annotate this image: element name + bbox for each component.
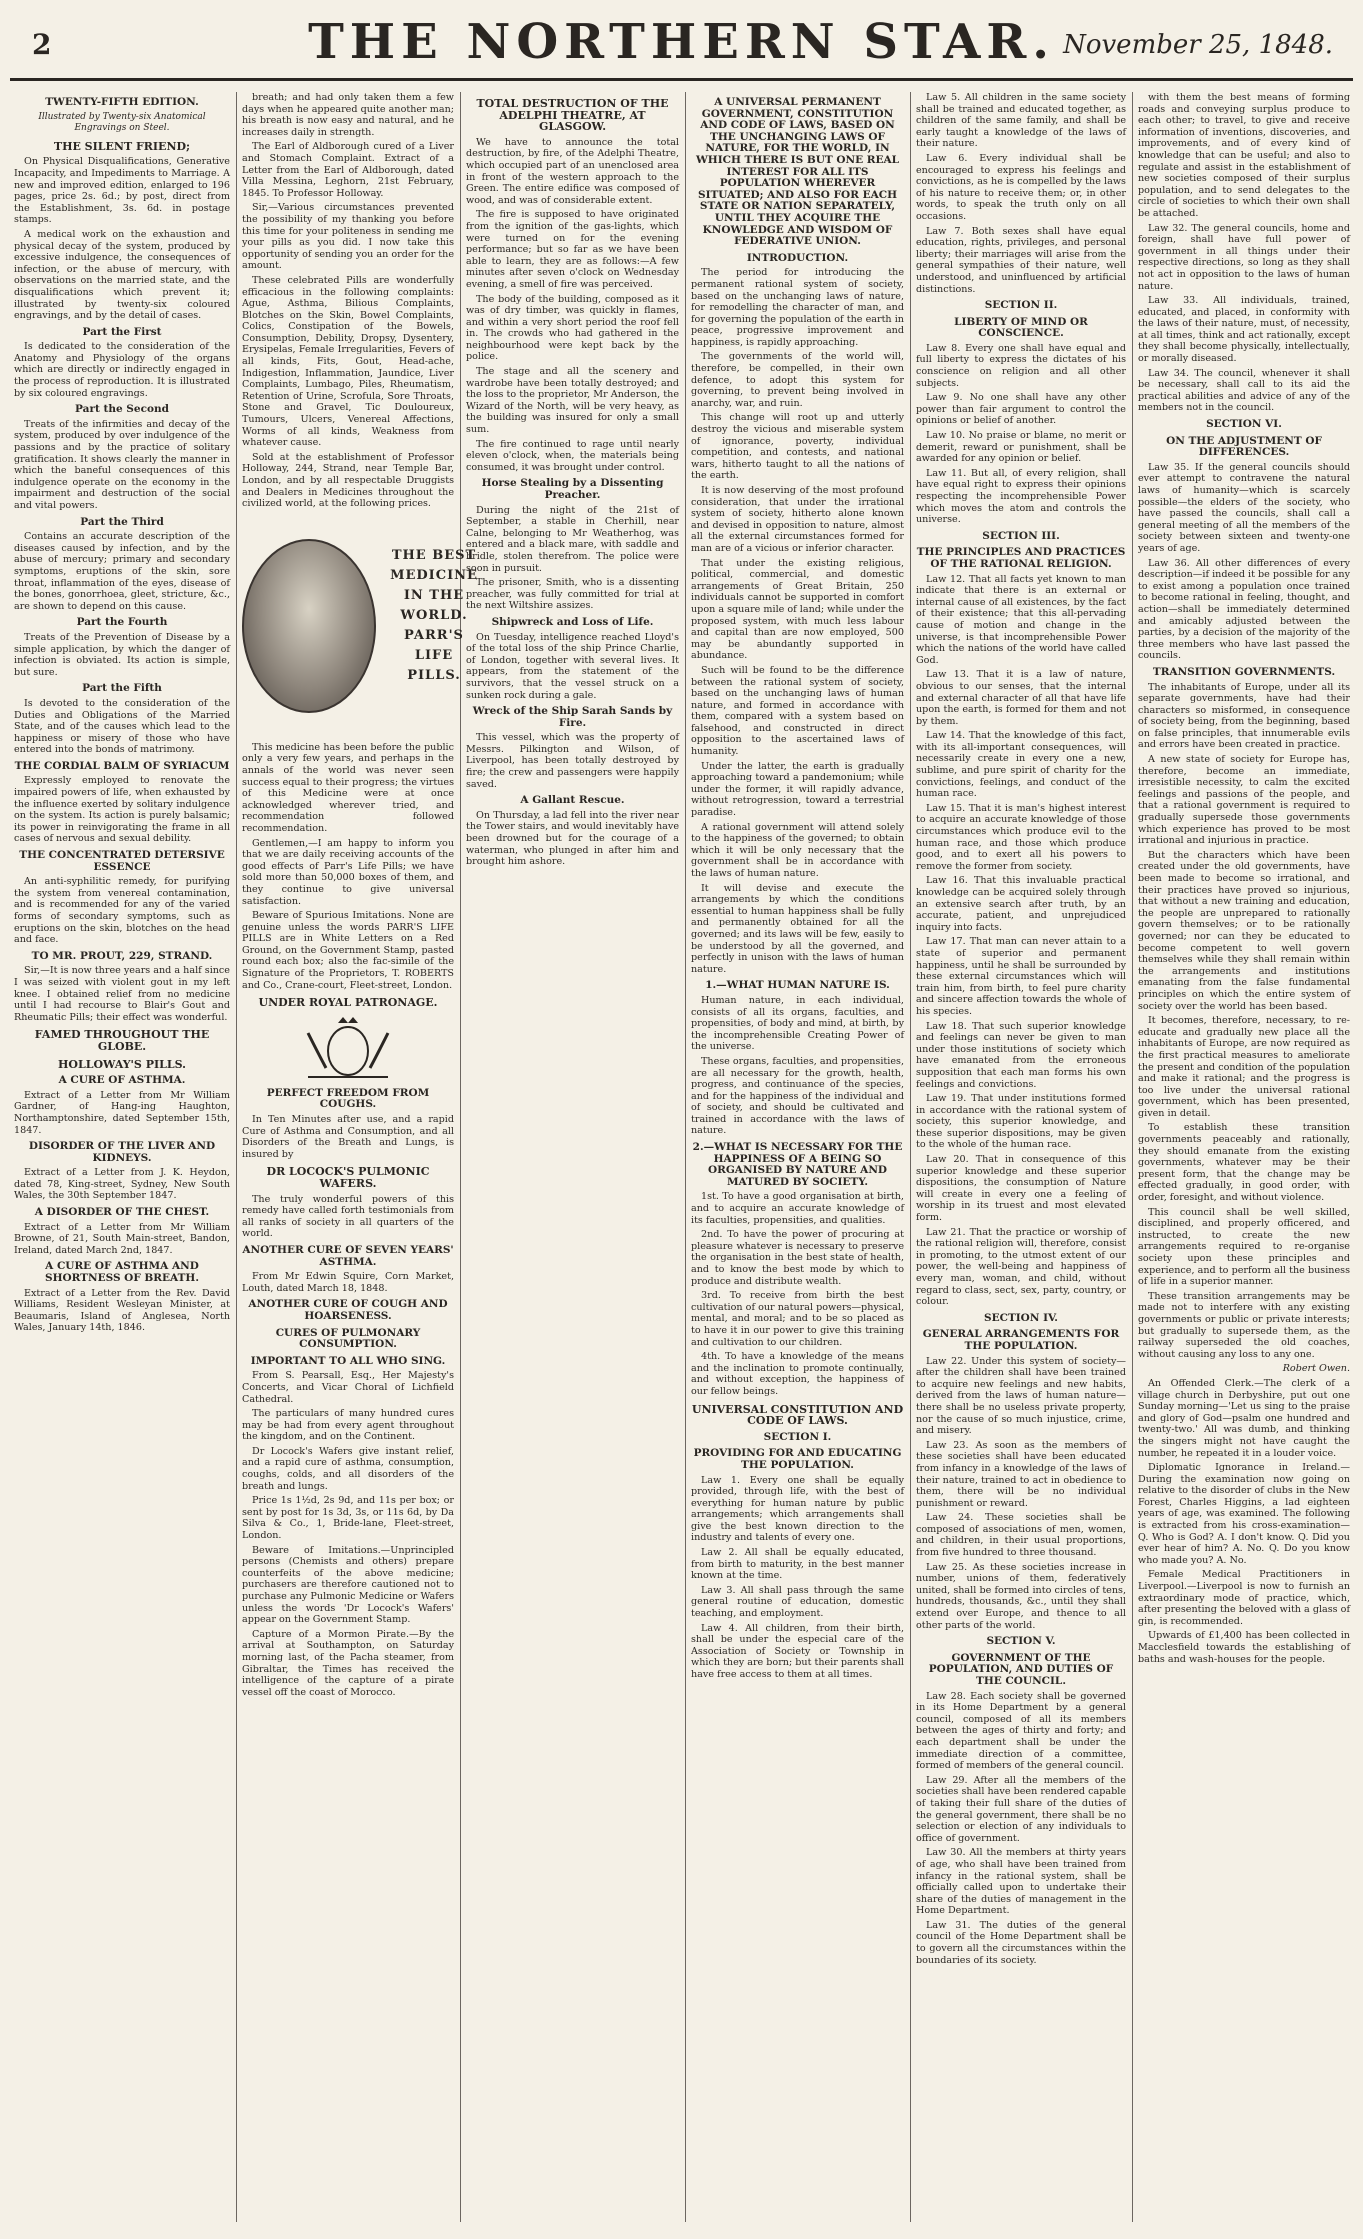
paragraph: with them the best means of forming roads and conveying surplus produce to each other; to travel, to give and receive information of inventions, discoveries, and improvements, and of every kind of knowledge that can be useful; and also to regulate and assist in the establishment of new societies composed of their surplus population, and to send delegates to the circle of societies to which their own shall be attached. — [1138, 92, 1350, 219]
paragraph: Such will be found to be the difference between the rational system of society, based on the unchanging laws of human nature, and formed in accordance with them, compared with a system based on falsehood, and constructed in direct opposition to the ascertained laws of humanity. — [691, 664, 904, 758]
paragraph: Sir,—It is now three years and a half since I was seized with violent gout in my left knee. I obtained relief from no medicine until I had recourse to Blair's Gout and Rheumatic Pills; their effect was wonderful. — [14, 965, 230, 1023]
paragraph: Law 5. All children in the same society shall be trained and educated together, as children of the same family, and shall be early taught a knowledge of the laws of their nature. — [916, 92, 1126, 150]
paragraph: Law 29. After all the members of the societies shall have been rendered capable of taking their full share of the duties of the general government, there shall be no selection or election of any individuals to office of government. — [916, 1774, 1126, 1844]
heading: FAMED THROUGHOUT THE GLOBE. — [34, 1028, 210, 1053]
heading: A CURE OF ASTHMA AND SHORTNESS OF BREATH. — [44, 1260, 200, 1285]
paragraph: Law 3. All shall pass through the same general routine of education, domestic teaching, and employment. — [691, 1584, 904, 1620]
heading: IMPORTANT TO ALL WHO SING. — [250, 1354, 446, 1367]
paragraph: In Ten Minutes after use, and a rapid Cure of Asthma and Consumption, and all Disorders of the Breath and Lungs, is insured by — [242, 1114, 454, 1160]
paragraph: This change will root up and utterly destroy the vicious and miserable system of ignorance, poverty, individual competition, and contests, and national wars, hitherto taught to all the nations of the earth. — [691, 412, 904, 482]
heading: DISORDER OF THE LIVER AND KIDNEYS. — [28, 1140, 216, 1164]
paragraph: The stage and all the scenery and wardrobe have been totally destroyed; and the loss to the proprietor, Mr Anderson, the Wizard of the North, will be very heavy, as the building was insured for only a small sum. — [466, 366, 679, 436]
paragraph: Law 22. Under this system of society—after the children shall have been trained to acquire new feelings and new habits, derived from the laws of human nature—there shall be no useless private property, nor the cause of so much injustice, crime, and misery. — [916, 1355, 1126, 1437]
paragraph: Treats of the Prevention of Disease by a simple application, by which the danger of infection is obviated. Its action is simple, but sure. — [14, 631, 230, 678]
paragraph: Law 36. All other differences of every description—if indeed it be possible for any to exist among a population once trained to become rational in feeling, thought, and action—shall be immediately determined and amicably adjusted between the parties, by a decision of the majority of the three members who have last passed the councils. — [1138, 557, 1350, 662]
parrs-portrait-illustration — [242, 516, 482, 736]
paragraph: 3rd. To receive from birth the best cultivation of our natural powers—physical, mental, and moral; and to be so placed as to have it in our power to give this training and cultivation to our children. — [691, 1290, 904, 1348]
paragraph: Law 30. All the members at thirty years of age, who shall have been trained from infancy in the rational system, shall be officially called upon to undertake their share of the duties of management in the Home Department. — [916, 1847, 1126, 1917]
royal-crest-icon — [288, 1013, 408, 1083]
paragraph: An anti-syphilitic remedy, for purifying the system from venereal contamination, and is recommended for any of the varied forms of secondary symptoms, such as eruptions on the skin, blotches on the head and face. — [14, 876, 230, 946]
paragraph: During the night of the 21st of September, a stable in Cherhill, near Calne, belonging to Mr Weatherhog, was entered and a black mare, with saddle and bridle, stolen therefrom. The police were soon in pursuit. — [466, 504, 679, 574]
heading: LIBERTY OF MIND OR CONSCIENCE. — [954, 315, 1088, 340]
paragraph: It becomes, therefore, necessary, to re-educate and gradually new place all the inhabitants of Europe, are now required as the first practical measures to ameliorate the present and condition of the population and make it rational; and the progress is too live under the universal rational government, which has been presented, given in detail. — [1138, 1015, 1350, 1119]
paragraph: From S. Pearsall, Esq., Her Majesty's Concerts, and Vicar Choral of Lichfield Cathedral. — [242, 1370, 454, 1405]
paragraph: From Mr Edwin Squire, Corn Market, Louth, dated March 18, 1848. — [242, 1271, 454, 1294]
paragraph: Is dedicated to the consideration of the Anatomy and Physiology of the organs which are directly or indirectly engaged in the process of reproduction. It is illustrated by six coloured engravings. — [14, 341, 230, 399]
column-rule — [685, 92, 686, 2222]
paragraph: Treats of the infirmities and decay of the system, produced by over indulgence of the passions and by the practice of solitary gratification. It shows clearly the manner in which the baneful consequences of this indulgence operate on the economy in the impairment and destruction of the social and vital powers. — [14, 418, 230, 511]
paragraph: An Offended Clerk.—The clerk of a village church in Derbyshire, put out one Sunday morning—'Let us sing to the praise and glory of God—psalm one hundred and twenty-two.' All was dumb, and thinking the singers might not have caught the number, he repeated it in a louder voice. — [1138, 1377, 1350, 1459]
heading: SECTION IV. — [984, 1311, 1058, 1324]
paragraph: Sir,—Various circumstances prevented the possibility of my thanking you before this time for your politeness in sending me your pills as you did. I now take this opportunity of sending you an order for the amount. — [242, 202, 454, 272]
paragraph: Law 7. Both sexes shall have equal education, rights, privileges, and personal liberty; their marriages will arise from the general sympathies of their nature, well understood, and uninfluenced by artificial distinctions. — [916, 225, 1126, 295]
heading: Wreck of the Ship Sarah Sands by Fire. — [472, 705, 673, 729]
heading: TWENTY-FIFTH EDITION. — [45, 96, 199, 108]
paragraph: Extract of a Letter from Mr William Browne, of 21, South Main-street, Bandon, Ireland, dated March 2nd, 1847. — [14, 1221, 230, 1256]
paragraph: Contains an accurate description of the diseases caused by infection, and by the abuse of mercury; primary and secondary symptoms, eruptions of the skin, sore throat, inflammation of the eyes, disease of the bones, gonorrhoea, gleet, stricture, &c., are shown to depend on this cause. — [14, 531, 230, 612]
heading: 2.—WHAT IS NECESSARY FOR THE HAPPINESS OF A BEING SO ORGANISED BY NATURE AND MATURED BY SOCIETY. — [692, 1141, 903, 1188]
portrait-oval — [242, 539, 376, 713]
paragraph: This vessel, which was the property of Messrs. Pilkington and Wilson, of Liverpool, has been totally destroyed by fire; the crew and passengers were happily saved. — [466, 732, 679, 790]
heading: A UNIVERSAL PERMANENT GOVERNMENT, CONSTITUTION AND CODE OF LAWS, BASED ON THE UNCHANGING LAWS OF NATURE, FOR THE WORLD, IN WHICH THERE IS BUT ONE REAL INTEREST FOR ALL ITS POPULATION WHEREVER SITUATED; AND ALSO FOR EACH STATE OR NATION SEPARATELY, UNTIL THEY ACQUIRE THE KNOWLEDGE AND WISDOM OF FEDERATIVE UNION. — [696, 96, 899, 248]
author-signature: Robert Owen. — [1282, 1363, 1350, 1375]
paragraph: These celebrated Pills are wonderfully efficacious in the following complaints: Ague, Asthma, Bilious Complaints, Blotches on the Skin, Bowel Complaints, Colics, Constipation of the Bowels, Consumption, Debility, Dropsy, Dysentery, Erysipelas, Female Irregularities, Fevers of all kinds, Fits, Gout, Head-ache, Indigestion, Inflammation, Jaundice, Liver Complaints, Lumbago, Piles, Rheumatism, Retention of Urine, Scrofula, Sore Throats, Stone and Gravel, Tic Douloureux, Tumours, Ulcers, Venereal Affections, Worms of all kinds, Weakness from whatever cause. — [242, 274, 454, 449]
paragraph: Extract of a Letter from J. K. Heydon, dated 78, King-street, Sydney, New South Wales, the 30th September 1847. — [14, 1167, 230, 1202]
paragraph: Law 2. All shall be equally educated, from birth to maturity, in the best manner known at the time. — [691, 1547, 904, 1582]
paragraph: These organs, faculties, and propensities, are all necessary for the growth, health, progress, and continuance of the species, and for the happiness of the individual and of society, and should be cultivated and trained in accordance with the laws of nature. — [691, 1055, 905, 1137]
column-rule — [236, 92, 237, 2222]
paragraph: Law 17. That man can never attain to a state of superior and permanent happiness, until he shall be surrounded by these external circumstances which will train him, from birth, to feel pure charity and sincere affection towards the whole of his species. — [916, 936, 1126, 1017]
paragraph: Under the latter, the earth is gradually approaching toward a pandemonium; while under the former, it will rapidly advance, without retrogression, toward a terrestrial paradise. — [691, 760, 904, 819]
paragraph: The truly wonderful powers of this remedy have called forth testimonials from all ranks of society in all quarters of the world. — [242, 1193, 454, 1240]
paragraph: Law 34. The council, whenever it shall be necessary, shall call to its aid the practical abilities and advice of any of the members not in the council. — [1138, 367, 1350, 414]
paragraph: A medical work on the exhaustion and physical decay of the system, produced by excessive indulgence, the consequences of infection, or the abuse of mercury, with observations on the married state, and the disqualifications which prevent it; illustrated by twenty-six coloured engravings, and by the detail of cases. — [14, 228, 230, 322]
paragraph: Dr Locock's Wafers give instant relief, and a rapid cure of asthma, consumption, coughs, colds, and all disorders of the breath and lungs. — [242, 1445, 454, 1492]
paragraph: Law 18. That such superior knowledge and feelings can never be given to man under those institutions of society which have emanated from the erroneous supposition that each man forms his own feelings and convictions. — [916, 1020, 1126, 1090]
paragraph: Is devoted to the consideration of the Duties and Obligations of the Married State, and of the causes which lead to the happiness or misery of those who have entered into the bonds of matrimony. — [14, 697, 230, 756]
paragraph: A rational government will attend solely to the happiness of the governed; to obtain which it will be only necessary that the government shall be in accordance with the laws of human nature. — [691, 821, 904, 879]
paragraph: Law 4. All children, from their birth, shall be under the especial care of the Association of Society or Township in which they are born; but their parents shall have free access to them at all times. — [691, 1622, 904, 1680]
column-3 — [466, 92, 679, 2222]
heading: Part the Second — [75, 403, 169, 416]
heading: UNIVERSAL CONSTITUTION AND CODE OF LAWS. — [691, 1402, 904, 1428]
column-1 — [14, 92, 230, 2222]
paragraph: On Thursday, a lad fell into the river near the Tower stairs, and would inevitably have been drowned but for the courage of a waterman, who plunged in after him and brought him ashore. — [466, 809, 679, 868]
paragraph: Law 6. Every individual shall be encouraged to express his feelings and convictions, as he is compelled by the laws of his nature to receive them; or, in other words, to speak the truth only on all occasions. — [916, 152, 1126, 222]
heading: A DISORDER OF THE CHEST. — [34, 1206, 210, 1219]
heading: 1.—WHAT HUMAN NATURE IS. — [705, 979, 890, 992]
paragraph: Law 24. These societies shall be composed of associations of men, women, and children, in their usual proportions, from five hundred to three thousand. — [916, 1512, 1126, 1559]
heading: INTRODUCTION. — [746, 251, 849, 264]
paragraph: Human nature, in each individual, consists of all its organs, faculties, and propensities, of body and mind, at birth, by the incomprehensible Creating Power of the universe. — [691, 994, 904, 1053]
heading: PERFECT FREEDOM FROM COUGHS. — [266, 1086, 430, 1111]
paragraph: Law 31. The duties of the general council of the Home Department shall be to govern all the circumstances within the boundaries of its society. — [916, 1919, 1126, 1966]
paragraph: To establish these transition governments peaceably and rationally, they should emanate from the existing governments, whatever may be their present form, that the change may be effected gradually, in good order, with order, foresight, and without violence. — [1138, 1122, 1350, 1204]
paragraph: The fire continued to rage until nearly eleven o'clock, when, the materials being consumed, it was brought under control. — [466, 438, 679, 473]
paragraph: Law 11. But all, of every religion, shall have equal right to express their opinions respecting the incomprehensible Power which moves the atom and controls the universe. — [916, 467, 1126, 526]
heading: SECTION II. — [984, 299, 1058, 312]
paragraph: Law 16. That this invaluable practical knowledge can be acquired solely through an extensive search after truth, by an accurate, patient, and unprejudiced inquiry into facts. — [916, 875, 1126, 933]
column-rule — [910, 92, 911, 2222]
heading: Part the First — [82, 325, 162, 338]
heading: SECTION I. — [763, 1430, 832, 1443]
heading: A Gallant Rescue. — [520, 794, 625, 807]
paragraph: Gentlemen,—I am happy to inform you that we are daily receiving accounts of the good effects of Parr's Life Pills; we have sold more than 50,000 boxes of them, and they continue to give universal satisfaction. — [242, 837, 454, 907]
column-5 — [916, 92, 1126, 2222]
paragraph: Law 21. That the practice or worship of the rational religion will, therefore, consist in promoting, to the utmost extent of our power, the well-being and happiness of every man, woman, and child, without regard to class, sect, sex, party, country, or colour. — [916, 1226, 1126, 1308]
paragraph: This medicine has been before the public only a very few years, and perhaps in the annals of the world was never seen success equal to their progress; the virtues of this Medicine were at once acknowledged wherever tried, and recommendation followed recommendation. — [242, 741, 454, 834]
paragraph: Sold at the establishment of Professor Holloway, 244, Strand, near Temple Bar, London, and by all respectable Druggists and Dealers in Medicines throughout the civilized world, at the following prices. — [242, 451, 454, 510]
paragraph: It is now deserving of the most profound consideration, that under the irrational system of society, hitherto alone known and devised in opposition to nature, almost all the external circumstances formed for man are of a vicious or inferior character. — [691, 485, 904, 554]
portrait-caption: THE BEST MEDICINE IN THE WORLD. PARR'S LIFE PILLS. — [390, 547, 478, 683]
paragraph: Price 1s 1½d, 2s 9d, and 11s per box; or sent by post for 1s 3d, 3s, or 11s 6d, by Da Silva & Co., 1, Bride-lane, Fleet-street, London. — [242, 1495, 454, 1542]
paragraph: On Physical Disqualifications, Generative Incapacity, and Impediments to Marriage. A new and improved edition, enlarged to 196 pages, price 2s. 6d.; by post, direct from the Establishment, 3s. 6d. in postage stamps. — [14, 156, 230, 226]
paragraph: A new state of society for Europe has, therefore, become an immediate, irresistible necessity, to calm the excited feelings and passions of the people, and that a rational government is required to gradually supersede those governments which experience has proved to be most irrational and injurious in practice. — [1138, 754, 1350, 847]
paragraph: Law 23. As soon as the members of these societies shall have been educated from infancy in a knowledge of the laws of their nature, trained to act in obedience to them, there will be no individual punishment or reward. — [916, 1439, 1126, 1509]
heading: Shipwreck and Loss of Life. — [491, 615, 654, 628]
paragraph: Diplomatic Ignorance in Ireland.—During the examination now going on relative to the disorder of clubs in the New Forest, Charles Higgins, a lad eighteen years of age, was examined. The following is extracted from his cross-examination—Q. Who is God? A. I don't know. Q. Did you ever hear of him? A. No. Q. Do you know who made you? A. No. — [1138, 1462, 1350, 1566]
paragraph: The period for introducing the permanent rational system of society, based on the unchanging laws of nature, for remodelling the character of man, and for governing the population of the earth in peace, progressive improvement and happiness, is rapidly approaching. — [691, 267, 904, 348]
heading: Part the Fourth — [76, 616, 168, 629]
paragraph: 2nd. To have the power of procuring at pleasure whatever is necessary to preserve the organisation in the best state of health, and to know the best mode by which to produce and distribute wealth. — [691, 1229, 904, 1287]
paragraph: Female Medical Practitioners in Liverpool.—Liverpool is now to furnish an extraordinary mode of practice, which, after presenting the beloved with a glass of gin, is recommended. — [1138, 1569, 1350, 1627]
heading: THE SILENT FRIEND; — [53, 139, 191, 153]
paragraph: Law 13. That it is a law of nature, obvious to our senses, that the internal and external character of all that have life upon the earth, is formed for them and not by them. — [916, 669, 1126, 727]
paragraph: The inhabitants of Europe, under all its separate governments, have had their characters so misformed, in consequence of society being, from the beginning, based on false principles, that innumerable evils and errors have been created in practice. — [1138, 681, 1350, 751]
paragraph: The prisoner, Smith, who is a dissenting preacher, was fully committed for trial at the next Wiltshire assizes. — [466, 577, 679, 612]
column-rule — [460, 92, 461, 2222]
heading: ANOTHER CURE OF COUGH AND HOARSENESS. — [248, 1298, 448, 1322]
paragraph: Law 19. That under institutions formed in accordance with the rational system of society, this superior knowledge, and these superior dispositions, may be given to the whole of the human race. — [916, 1093, 1126, 1151]
paragraph: The particulars of many hundred cures may be had from every agent throughout the kingdom, and on the Continent. — [242, 1408, 454, 1443]
heading: TO MR. PROUT, 229, STRAND. — [31, 949, 213, 962]
heading: SECTION III. — [982, 529, 1060, 542]
heading: HOLLOWAY'S PILLS. — [58, 1057, 186, 1071]
paragraph: breath; and had only taken them a few days when he appeared quite another man; his breath is now easy and natural, and he increases daily in strength. — [242, 92, 454, 138]
paragraph: Law 12. That all facts yet known to man indicate that there is an external or internal cause of all existences, by the fact of their existence; that this all-pervading cause of motion and change in the universe, is that incomprehensible Power which the nations of the world have called God. — [916, 573, 1126, 666]
heading: DR LOCOCK'S PULMONIC WAFERS. — [266, 1165, 430, 1190]
heading: Part the Third — [80, 515, 164, 528]
paragraph: Law 33. All individuals, trained, educated, and placed, in conformity with the laws of their nature, must, of necessity, at all times, think and act rationally, except they shall become physically, intellectually, or morally diseased. — [1138, 295, 1350, 365]
paragraph: We have to announce the total destruction, by fire, of the Adelphi Theatre, which occupied part of an unenclosed area in front of the western approach to the Green. The entire edifice was composed of wood, and was of considerable extent. — [466, 136, 679, 206]
paragraph: Law 1. Every one shall be equally provided, through life, with the best of everything for human nature by public arrangements; which arrangements shall give the best known direction to the industry and talents of every one. — [691, 1474, 904, 1544]
paragraph: Extract of a Letter from Mr William Gardner, of Hang-ing Haughton, Northamptonshire, dated September 15th, 1847. — [14, 1089, 230, 1136]
heading: THE PRINCIPLES AND PRACTICES OF THE RATIONAL RELIGION. — [916, 546, 1126, 570]
newspaper-title: THE NORTHERN STAR. — [308, 14, 1055, 70]
heading: SECTION V. — [986, 1635, 1056, 1648]
column-4 — [691, 92, 904, 2222]
heading: GENERAL ARRANGEMENTS FOR THE POPULATION. — [922, 1328, 1120, 1352]
paragraph: Extract of a Letter from the Rev. David Williams, Resident Wesleyan Minister, at Beaumaris, Island of Anglesea, North Wales, January 14th, 1846. — [14, 1287, 230, 1334]
heading: CURES OF PULMONARY CONSUMPTION. — [275, 1326, 421, 1351]
masthead — [10, 0, 1353, 81]
paragraph: Law 35. If the general councils should ever attempt to contravene the natural laws of humanity—which is scarcely possible—the elders of the society, who have passed the councils, shall call a general meeting of all the members of the society between sixteen and twenty-one years of age. — [1138, 461, 1350, 554]
paragraph: This council shall be well skilled, disciplined, and properly officered, and instructed, to create the new arrangements required to re-organise society upon these principles and experience, and to perform all the business of life in a superior manner. — [1138, 1206, 1350, 1288]
column-6 — [1138, 92, 1350, 2222]
heading: TRANSITION GOVERNMENTS. — [1152, 665, 1336, 678]
paragraph: Law 8. Every one shall have equal and full liberty to express the dictates of his conscience on religion and all other subjects. — [916, 342, 1126, 389]
paragraph: But the characters which have been created under the old governments, have been made to become so irrational, and their practices have proved so injurious, that without a new training and education, the people are unprepared to rationally govern themselves; or to be rationally governed; nor can they be educated to become competent to well govern themselves while they shall remain within the arrangements and institutions emanating from the false fundamental principles on which the entire system of society over the world has been based. — [1138, 849, 1350, 1012]
paragraph: Beware of Imitations.—Unprincipled persons (Chemists and others) prepare counterfeits of the above medicine; purchasers are therefore cautioned not to purchase any Pulmonic Medicine or Wafers unless the words 'Dr Locock's Wafers' appear on the Government Stamp. — [242, 1544, 454, 1626]
heading: GOVERNMENT OF THE POPULATION, AND DUTIES OF THE COUNCIL. — [928, 1651, 1114, 1687]
paragraph: On Tuesday, intelligence reached Lloyd's of the total loss of the ship Prince Charlie, of London, together with several lives. It appears, from the statement of the survivors, that the vessel struck on a sunken rock during a gale. — [466, 631, 679, 701]
heading: SECTION VI. — [1206, 418, 1282, 431]
issue-date: November 25, 1848. — [1063, 30, 1333, 60]
paragraph: Law 28. Each society shall be governed in its Home Department by a general council, composed of all its members between the ages of thirty and forty; and each department shall be under the immediate direction of a committee, formed of members of the general council. — [916, 1690, 1126, 1772]
heading: A CURE OF ASTHMA. — [58, 1074, 186, 1087]
paragraph: Law 10. No praise or blame, no merit or demerit, reward or punishment, shall be awarded for any opinion or belief. — [916, 430, 1126, 465]
heading: THE CONCENTRATED DETERSIVE ESSENCE — [19, 849, 225, 873]
paragraph: The Earl of Aldborough cured of a Liver and Stomach Complaint. Extract of a Letter from the Earl of Aldborough, dated Villa Messina, Leghorn, 21st February, 1845. To Professor Holloway. — [242, 141, 454, 199]
paragraph: These transition arrangements may be made not to interfere with any existing governments or public or private interests; but gradually to supersede them, as the railway superseded the old coaches, without causing any loss to any one. — [1138, 1290, 1350, 1360]
column-rule — [1132, 92, 1133, 2222]
paragraph: Law 25. As these societies increase in number, unions of them, federatively united, shall be formed into circles of tens, hundreds, thousands, &c., until they shall extend over Europe, and thence to all other parts of the world. — [916, 1561, 1126, 1631]
paragraph: It will devise and execute the arrangements by which the conditions essential to human happiness shall be fully and permanently obtained for all the governed; and its laws will be few, easily to be understood by all the governed, and perfectly in unison with the laws of human nature. — [691, 882, 904, 975]
paragraph: Law 9. No one shall have any other power than fair argument to control the opinions or belief of another. — [916, 392, 1126, 427]
paragraph: Law 20. That in consequence of this superior knowledge and these superior dispositions, the consumption of Nature will create in every one a feeling of worship in its truest and most elevated form. — [916, 1154, 1126, 1224]
paragraph: Capture of a Mormon Pirate.—By the arrival at Southampton, on Saturday morning last, of the Pacha steamer, from Gibraltar, the Times has received the intelligence of the capture of a pirate vessel off the coast of Morocco. — [242, 1628, 454, 1698]
heading: Part the Fifth — [82, 682, 162, 695]
paragraph: Law 14. That the knowledge of this fact, with its all-important consequences, will necessarily create in every one a new, sublime, and pure spirit of charity for the convictions, feelings, and conduct of the human race. — [916, 730, 1126, 800]
paragraph: The body of the building, composed as it was of dry timber, was quickly in flames, and within a very short period the roof fell in. The crowds who had gathered in the neighbourhood were kept back by the police. — [466, 293, 679, 363]
heading: PROVIDING FOR AND EDUCATING THE POPULATION. — [693, 1447, 902, 1471]
paragraph: 1st. To have a good organisation at birth, and to acquire an accurate knowledge of its faculties, propensities, and qualities. — [691, 1191, 904, 1226]
page-number: 2 — [32, 28, 52, 61]
crest-caption: UNDER ROYAL PATRONAGE. — [258, 996, 438, 1010]
paragraph: Beware of Spurious Imitations. None are genuine unless the words PARR'S LIFE PILLS are in White Letters on a Red Ground, on the Government Stamp, pasted round each box; also the fac-simile of the Signature of the Proprietors, T. ROBERTS and Co., Crane-court, Fleet-street, London. — [242, 910, 454, 991]
heading: TOTAL DESTRUCTION OF THE ADELPHI THEATRE, AT GLASGOW. — [476, 97, 669, 134]
paragraph: That under the existing religious, political, commercial, and domestic arrangements of Great Britain, 250 individuals cannot be supported in comfort upon a square mile of land; while under the proposed system, with much less labour and capital than are now employed, 500 may be abundantly supported in abundance. — [691, 557, 904, 662]
paragraph: 4th. To have a knowledge of the means and the inclination to promote continually, and without exception, the happiness of our fellow beings. — [691, 1351, 904, 1397]
paragraph: The fire is supposed to have originated from the ignition of the gas-lights, which were turned on for the evening performance; but so far as we have been able to learn, they are as follows:—A few minutes after seven o'clock on Wednesday evening, a smell of fire was perceived. — [466, 209, 679, 290]
heading: ANOTHER CURE OF SEVEN YEARS' ASTHMA. — [242, 1243, 454, 1268]
paragraph: The governments of the world will, therefore, be compelled, in their own defence, to adopt this system for governing, to prevent being involved in anarchy, war, and ruin. — [691, 351, 904, 409]
paragraph: Law 32. The general councils, home and foreign, shall have full power of government in all things under their respective directions, so long as they shall not act in opposition to the laws of human nature. — [1138, 222, 1350, 292]
heading: Horse Stealing by a Dissenting Preacher. — [481, 477, 664, 501]
paragraph: Expressly employed to renovate the impaired powers of life, when exhausted by the influence exerted by solitary indulgence on the system. Its action is purely balsamic; its power in reinvigorating the frame in all cases of nervous and sexual debility. — [14, 775, 230, 845]
paragraph: Upwards of £1,400 has been collected in Macclesfield towards the establishing of baths and wash-houses for the people. — [1138, 1630, 1350, 1665]
paragraph: Law 15. That it is man's highest interest to acquire an accurate knowledge of those circumstances which produce evil to the human race, and those which produce good, and to exert all his powers to remove the former from society. — [916, 802, 1126, 872]
heading: THE CORDIAL BALM OF SYRIACUM — [14, 759, 230, 772]
subheading: Illustrated by Twenty-six Anatomical Engravings on Steel. — [38, 111, 206, 134]
column-2 — [242, 92, 478, 2222]
heading: ON THE ADJUSTMENT OF DIFFERENCES. — [1166, 434, 1322, 459]
